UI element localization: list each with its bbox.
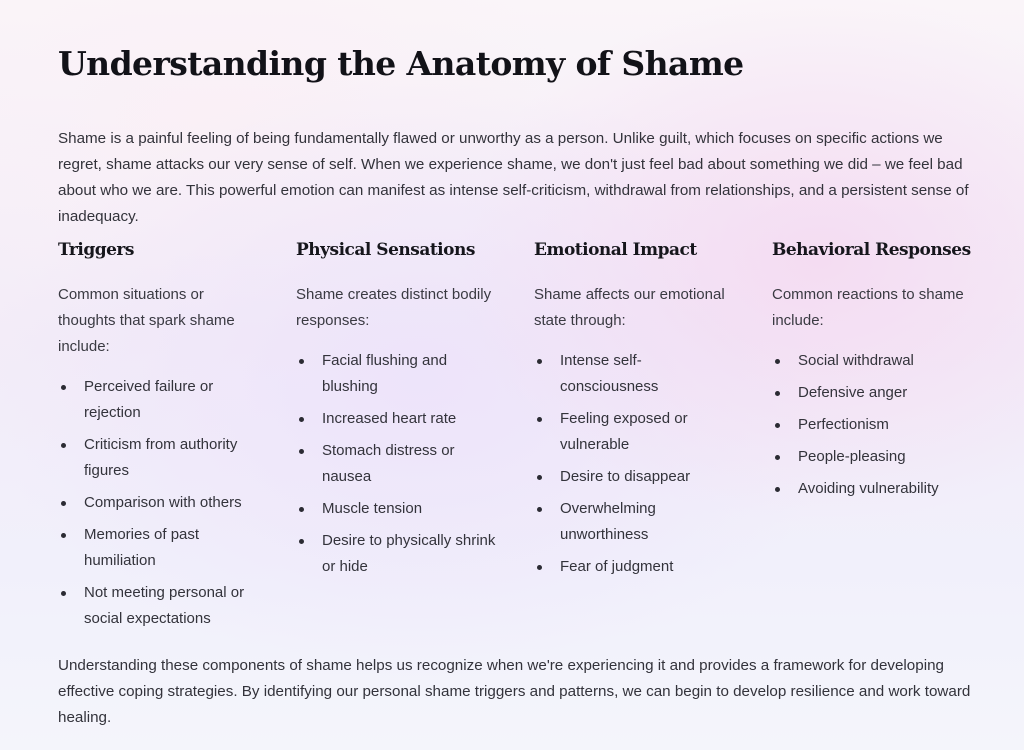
list-item-text: Facial flushing and blushing <box>322 352 448 395</box>
list-item <box>58 432 258 484</box>
list-item <box>296 528 496 580</box>
list-item-text: Defensive anger <box>798 384 908 401</box>
bullet-icon <box>537 417 542 422</box>
bullet-icon <box>61 591 66 596</box>
section-list <box>772 348 972 502</box>
list-item-text: Muscle tension <box>322 500 423 517</box>
list-item <box>772 444 972 470</box>
bullet-icon <box>537 565 542 570</box>
section-heading: Emotional Impact <box>534 240 697 260</box>
intro-paragraph: Shame is a painful feeling of being fundamentally flawed or unworthy as a person. Unlike guilt, which focuses on specific actions we regret, shame attacks our very sense of self. When we experience shame, we don't just feel bad about something we did – we feel bad about who we are. This powerful emotion can manifest as intense self-criticism, withdrawal from relationships, and a persistent sense of inadequacy. <box>58 130 969 225</box>
list-item <box>772 476 972 502</box>
bullet-icon <box>299 359 304 364</box>
list-item-text: Memories of past humiliation <box>84 526 200 569</box>
list-item <box>534 348 734 400</box>
section-physical-sensations <box>296 235 496 586</box>
bullet-icon <box>775 455 780 460</box>
conclusion-paragraph: Understanding these components of shame helps us recognize when we're experiencing it and provides a framework for developing effective coping strategies. By identifying our personal shame triggers and patterns, we can begin to develop resilience and work toward healing. <box>58 657 971 726</box>
list-item <box>772 348 972 374</box>
section-behavioral-responses <box>772 235 972 508</box>
list-item <box>534 464 734 490</box>
list-item <box>58 522 258 574</box>
bullet-icon <box>537 475 542 480</box>
list-item-text: Perfectionism <box>798 416 889 433</box>
bullet-icon <box>537 507 542 512</box>
section-heading: Triggers <box>58 240 134 260</box>
list-item <box>58 580 258 632</box>
bullet-icon <box>61 501 66 506</box>
list-item <box>58 490 258 516</box>
list-item <box>772 412 972 438</box>
list-item <box>534 406 734 458</box>
section-heading: Physical Sensations <box>296 240 475 260</box>
bullet-icon <box>775 359 780 364</box>
list-item-text: Overwhelming unworthiness <box>560 500 656 543</box>
list-item <box>296 348 496 400</box>
list-item-text: Feeling exposed or vulnerable <box>560 410 688 453</box>
bullet-icon <box>61 385 66 390</box>
section-list <box>534 348 734 580</box>
page-title: Understanding the Anatomy of Shame <box>58 44 744 83</box>
list-item-text: Desire to physically shrink or hide <box>322 532 496 575</box>
list-item <box>296 496 496 522</box>
list-item <box>58 374 258 426</box>
bullet-icon <box>775 487 780 492</box>
list-item-text: Perceived failure or rejection <box>84 378 214 421</box>
section-description: Common situations or thoughts that spark shame include: <box>58 286 235 355</box>
section-triggers <box>58 235 258 638</box>
list-item-text: Criticism from authority figures <box>84 436 238 479</box>
list-item-text: Stomach distress or nausea <box>322 442 455 485</box>
bullet-icon <box>537 359 542 364</box>
bullet-icon <box>61 533 66 538</box>
section-description: Shame creates distinct bodily responses: <box>296 286 492 329</box>
sections-grid <box>58 235 978 635</box>
bullet-icon <box>299 507 304 512</box>
list-item <box>296 438 496 490</box>
list-item <box>534 554 734 580</box>
list-item <box>772 380 972 406</box>
section-description: Shame affects our emotional state through: <box>534 286 725 329</box>
section-heading: Behavioral Responses <box>772 240 971 260</box>
bullet-icon <box>61 443 66 448</box>
list-item-text: Increased heart rate <box>322 410 457 427</box>
bullet-icon <box>299 539 304 544</box>
bullet-icon <box>775 423 780 428</box>
bullet-icon <box>299 449 304 454</box>
list-item-text: Intense self-consciousness <box>560 352 659 395</box>
list-item-text: Comparison with others <box>84 494 242 511</box>
list-item-text: Fear of judgment <box>560 558 674 575</box>
list-item-text: People-pleasing <box>798 448 906 465</box>
bullet-icon <box>299 417 304 422</box>
list-item <box>534 496 734 548</box>
list-item-text: Avoiding vulnerability <box>798 480 939 497</box>
list-item-text: Social withdrawal <box>798 352 914 369</box>
list-item <box>296 406 496 432</box>
section-description: Common reactions to shame include: <box>772 286 964 329</box>
section-list <box>58 374 258 632</box>
list-item-text: Not meeting personal or social expectations <box>84 584 245 627</box>
bullet-icon <box>775 391 780 396</box>
list-item-text: Desire to disappear <box>560 468 691 485</box>
section-emotional-impact <box>534 235 734 586</box>
section-list <box>296 348 496 580</box>
